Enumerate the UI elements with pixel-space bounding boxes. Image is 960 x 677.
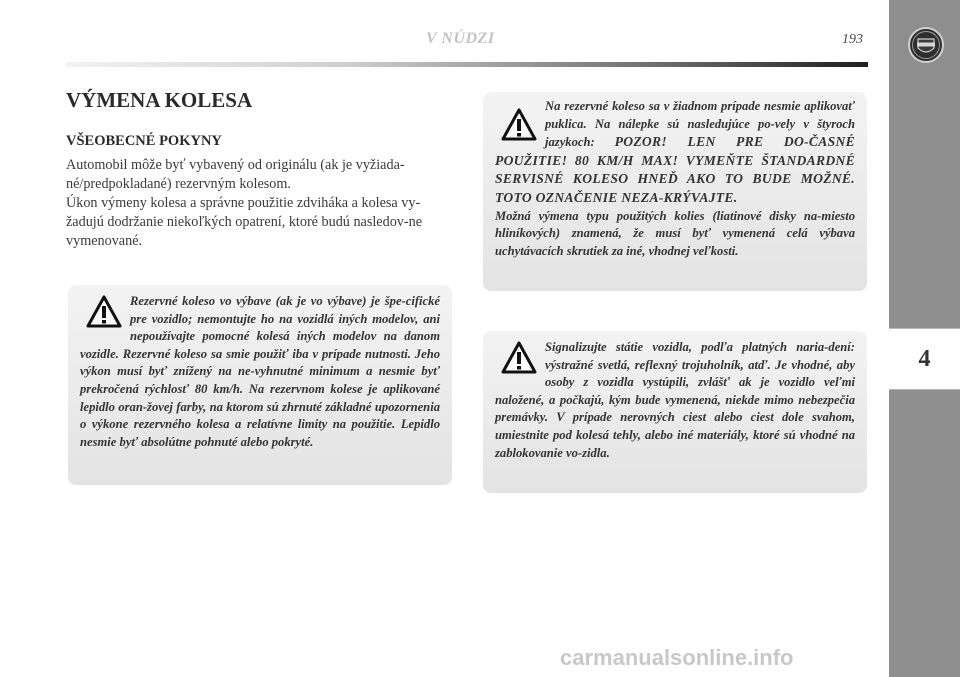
body-text bbox=[66, 156, 452, 251]
header-rule bbox=[66, 62, 868, 67]
warning-box-spare-wheel bbox=[68, 285, 452, 485]
warning-text bbox=[495, 98, 855, 260]
body-paragraph: Úkon výmeny kolesa a správne použitie zdviháka a kolesa vy-žadujú dodržanie niekoľkých opatrení, ktoré budú nasledov-ne vymenované. bbox=[66, 195, 422, 249]
section-subtitle: VŠEOBECNÉ POKYNY bbox=[66, 133, 222, 149]
page-title: VÝMENA KOLESA bbox=[66, 88, 253, 112]
warning-triangle-icon bbox=[86, 295, 122, 329]
body-paragraph: Automobil môže byť vybavený od originálu (ak je vyžiada-né/predpokladané) rezervným kolesom. bbox=[66, 157, 405, 192]
warning-text-outro: Možná výmena typu použitých kolies (liatinové disky na-miesto hliníkových) znamená, že musí byť vymenená celá výbava uchytávacích skrutiek za iné, vhodnej veľkosti. bbox=[495, 208, 855, 258]
warning-text-intro: Na rezervné koleso sa v žiadnom prípade nesmie aplikovať puklica. Na nálepke sú nasledujúce po-vely v štyroch jazykoch: bbox=[545, 99, 855, 150]
watermark: carmanualsonline.info bbox=[560, 645, 794, 670]
lancia-shield-logo-icon bbox=[906, 25, 946, 65]
warning-box-hubcap bbox=[483, 92, 867, 291]
warning-box-signal bbox=[483, 331, 867, 493]
warning-text-caps: POZOR! LEN PRE DO-ČASNÉ POUŽITIE! 80 KM/H MAX! VYMEŇTE ŠTANDARDNÉ SERVISNÉ KOLESO HNEĎ AKO TO BUDE MOŽNÉ. TOTO OZNAČENIE NEZA-KRÝVAJTE. bbox=[495, 134, 855, 205]
chapter-number: 4 bbox=[889, 328, 960, 390]
warning-text: Signalizujte státie vozidla, podľa platných naria-dení: výstražné svetlá, reflexný trojuholník, atď. Je vhodné, aby osoby z vozidla vystúpili, zvlášť ak je vozidlo veľmi naložené, a počkajú, kým bude vymenená, niekde mimo nebezpečia premávky. V prípade nerovných ciest alebo ciest dole svahom, umiestnite pod kolesá tehly, alebo iné materiály, ktoré sú vhodné na zablokovanie vo-zidla. bbox=[495, 340, 855, 460]
page-number: 193 bbox=[842, 32, 863, 47]
warning-text: Rezervné koleso vo výbave (ak je vo výbave) je špe-cifické pre vozidlo; nemontujte ho na vozidlá iných modelov, ani nepoužívajte pomocné kolesá iných modelov na danom vozidle. Rezervné koleso sa smie použiť iba v prípade nutnosti. Jeho výkon musí byť znížený na ne-vyhnutné minimum a nesmie byť prekročená rýchlosť 80 km/h. Na rezervnom kolese je aplikované lepidlo oran-žovej farby, na ktorom sú zhrnuté základné upozornenia o výkone rezervného kolesa a relatívne limity na použitie. Lepidlo nesmie byť absolútne pohnuté alebo pokryté. bbox=[80, 294, 440, 449]
warning-triangle-icon bbox=[501, 341, 537, 375]
running-header-section: V NÚDZI bbox=[426, 30, 495, 47]
warning-triangle-icon bbox=[501, 108, 537, 142]
